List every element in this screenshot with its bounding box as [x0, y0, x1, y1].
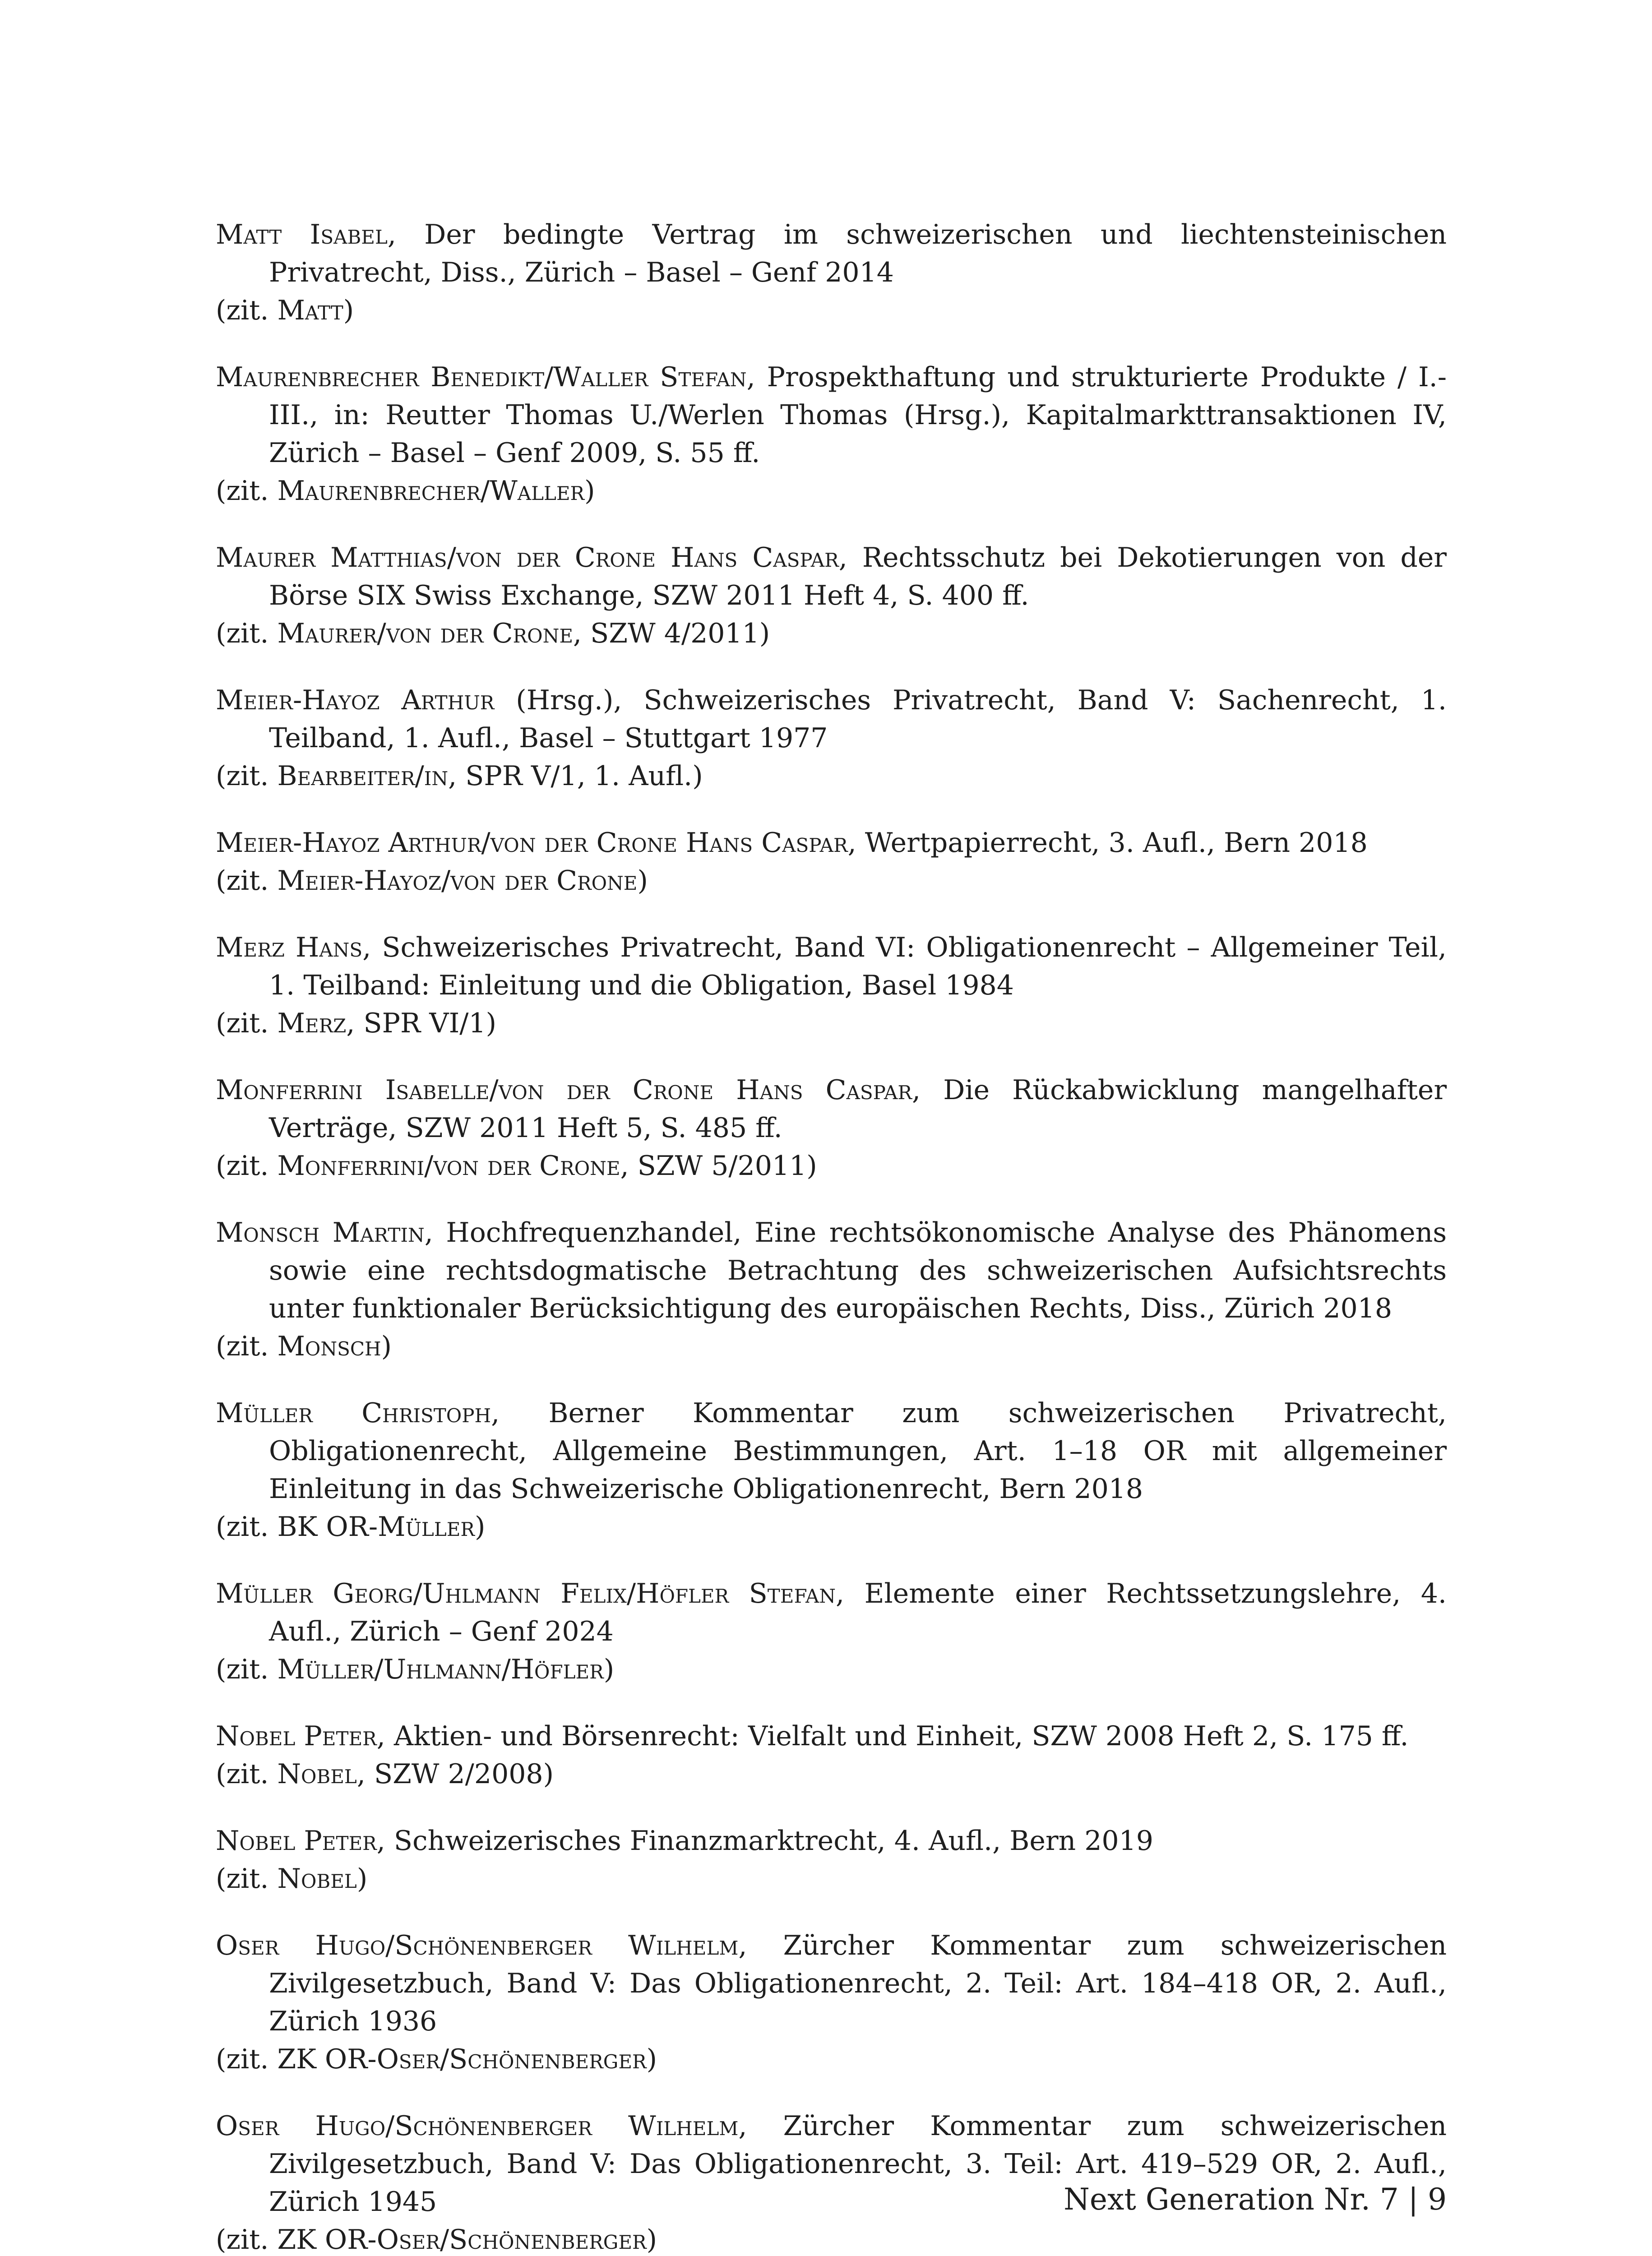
- entry-text: , Der bedingte Vertrag im schweizerischen und liechtensteinischen Privatrecht, Diss., Zürich – Basel – Genf 2014: [269, 219, 1447, 288]
- citation-prefix: (zit.: [216, 1331, 278, 1362]
- bibliography-entry: [216, 1575, 1447, 1688]
- citation-short-name: Monsch: [277, 1331, 381, 1362]
- citation-suffix: ): [646, 2224, 657, 2256]
- citation-prefix: (zit.: [216, 1758, 278, 1790]
- citation-prefix: (zit.: [216, 295, 278, 326]
- citation-prefix: (zit.: [216, 475, 278, 507]
- citation-suffix: , SZW 5/2011): [620, 1150, 817, 1182]
- citation-prefix: (zit.: [216, 1863, 278, 1895]
- page-footer: Next Generation Nr. 7 | 9: [1064, 2182, 1447, 2217]
- entry-text: , Elemente einer Rechtssetzungslehre, 4. Aufl., Zürich – Genf 2024: [269, 1578, 1447, 1647]
- citation-prefix: (zit. BK OR-: [216, 1511, 378, 1543]
- citation-suffix: , SPR VI/1): [346, 1008, 497, 1039]
- citation-prefix: (zit. ZK OR-: [216, 2224, 377, 2256]
- entry-citation: [216, 1147, 1447, 1185]
- bibliography-entry: [216, 1717, 1447, 1793]
- bibliography-entry: [216, 1394, 1447, 1546]
- entry-citation: [216, 2221, 1447, 2256]
- citation-short-name: Oser/Schönenberger: [376, 2224, 647, 2256]
- entry-citation: [216, 862, 1447, 900]
- citation-short-name: Monferrini/von der Crone: [277, 1150, 620, 1182]
- bibliography-entry: [216, 1071, 1447, 1185]
- citation-suffix: ): [475, 1511, 486, 1543]
- entry-citation: [216, 1327, 1447, 1365]
- entry-text: (Hrsg.), Schweizerisches Privatrecht, Band V: Sachenrecht, 1. Teilband, 1. Aufl., Basel – Stuttgart 1977: [269, 684, 1447, 754]
- bibliography-list: [216, 216, 1447, 2256]
- entry-author: Oser Hugo/Schönenberger Wilhelm: [216, 2110, 739, 2142]
- entry-author: Nobel Peter: [216, 1825, 377, 1857]
- bibliography-entry: [216, 358, 1447, 510]
- citation-suffix: ): [603, 1654, 615, 1685]
- entry-text: , Zürcher Kommentar zum schweizerischen Zivilgesetzbuch, Band V: Das Obligationenrecht, 2. Teil: Art. 184–418 OR, 2. Aufl., Zürich 1936: [269, 1930, 1447, 2037]
- citation-prefix: (zit.: [216, 1008, 278, 1039]
- citation-short-name: Maurenbrecher/Waller: [277, 475, 585, 507]
- entry-author: Müller Christoph: [216, 1397, 491, 1429]
- citation-short-name: Oser/Schönenberger: [376, 2043, 647, 2075]
- entry-citation: [216, 1508, 1447, 1546]
- entry-text: , Rechtsschutz bei Dekotierungen von der Börse SIX Swiss Exchange, SZW 2011 Heft 4, S. 400 ff.: [269, 542, 1447, 611]
- citation-short-name: Bearbeiter/in: [277, 760, 449, 792]
- entry-author: Monferrini Isabelle/von der Crone Hans Caspar: [216, 1074, 912, 1106]
- citation-short-name: Nobel: [277, 1863, 357, 1895]
- citation-suffix: ): [646, 2043, 657, 2075]
- entry-author: Oser Hugo/Schönenberger Wilhelm: [216, 1930, 739, 1961]
- entry-text: , Schweizerisches Privatrecht, Band VI: Obligationenrecht – Allgemeiner Teil, 1. Teilband: Einleitung und die Obligation, Basel 1984: [269, 932, 1447, 1001]
- entry-author: Nobel Peter: [216, 1720, 377, 1752]
- entry-text: , Die Rückabwicklung mangelhafter Verträge, SZW 2011 Heft 5, S. 485 ff.: [269, 1074, 1447, 1144]
- entry-citation: [216, 1004, 1447, 1042]
- bibliography-entry: [216, 681, 1447, 795]
- citation-prefix: (zit.: [216, 1654, 278, 1685]
- entry-author: Monsch Martin: [216, 1217, 425, 1248]
- bibliography-entry: [216, 1927, 1447, 2078]
- citation-suffix: ): [343, 295, 354, 326]
- entry-text: , Wertpapierrecht, 3. Aufl., Bern 2018: [847, 827, 1368, 859]
- citation-suffix: ): [584, 475, 595, 507]
- entry-citation: [216, 291, 1447, 329]
- entry-text: , Schweizerisches Finanzmarktrecht, 4. Aufl., Bern 2019: [376, 1825, 1153, 1857]
- entry-citation: [216, 1755, 1447, 1793]
- citation-short-name: Matt: [277, 295, 343, 326]
- citation-short-name: Nobel: [277, 1758, 357, 1790]
- entry-author: Maurer Matthias/von der Crone Hans Caspar: [216, 542, 839, 573]
- citation-prefix: (zit.: [216, 1150, 278, 1182]
- citation-prefix: (zit. ZK OR-: [216, 2043, 377, 2075]
- entry-text: , Hochfrequenzhandel, Eine rechtsökonomische Analyse des Phänomens sowie eine rechtsdogmatische Betrachtung des schweizerischen Aufsichtsrechts unter funktionaler Berücksichtigung des europäischen Rechts, Diss., Zürich 2018: [269, 1217, 1447, 1324]
- entry-citation: [216, 1650, 1447, 1688]
- entry-text: , Prospekthaftung und strukturierte Produkte / I.-III., in: Reutter Thomas U./Werlen Thomas (Hrsg.), Kapitalmarkttransaktionen IV, Zürich – Basel – Genf 2009, S. 55 ff.: [269, 361, 1447, 469]
- entry-author: Merz Hans: [216, 932, 363, 963]
- entry-text: , Aktien- und Börsenrecht: Vielfalt und Einheit, SZW 2008 Heft 2, S. 175 ff.: [376, 1720, 1409, 1752]
- entry-citation: [216, 472, 1447, 510]
- citation-short-name: Maurer/von der Crone: [277, 618, 574, 649]
- citation-suffix: , SZW 2/2008): [356, 1758, 554, 1790]
- bibliography-entry: [216, 824, 1447, 900]
- citation-short-name: Müller: [378, 1511, 475, 1543]
- entry-text: , Zürcher Kommentar zum schweizerischen Zivilgesetzbuch, Band V: Das Obligationenrecht, 3. Teil: Art. 419–529 OR, 2. Aufl., Zürich 1945: [269, 2110, 1447, 2218]
- entry-citation: [216, 757, 1447, 795]
- citation-prefix: (zit.: [216, 760, 278, 792]
- bibliography-entry: [216, 539, 1447, 652]
- citation-suffix: , SPR V/1, 1. Aufl.): [448, 760, 703, 792]
- citation-short-name: Müller/Uhlmann/Höfler: [277, 1654, 604, 1685]
- citation-suffix: ): [637, 865, 648, 897]
- bibliography-entry: [216, 1214, 1447, 1365]
- citation-short-name: Meier-Hayoz/von der Crone: [277, 865, 638, 897]
- citation-suffix: ): [356, 1863, 368, 1895]
- citation-short-name: Merz: [277, 1008, 347, 1039]
- entry-author: Maurenbrecher Benedikt/Waller Stefan: [216, 361, 747, 393]
- entry-author: Meier-Hayoz Arthur: [216, 684, 495, 716]
- entry-author: Matt Isabel: [216, 219, 388, 250]
- bibliography-entry: [216, 1822, 1447, 1898]
- entry-citation: [216, 1860, 1447, 1898]
- entry-text: , Berner Kommentar zum schweizerischen Privatrecht, Obligationenrecht, Allgemeine Bestimmungen, Art. 1–18 OR mit allgemeiner Einleitung in das Schweizerische Obligationenrecht, Bern 2018: [269, 1397, 1447, 1505]
- bibliography-entry: [216, 216, 1447, 329]
- entry-author: Meier-Hayoz Arthur/von der Crone Hans Caspar: [216, 827, 848, 859]
- entry-author: Müller Georg/Uhlmann Felix/Höfler Stefan: [216, 1578, 836, 1609]
- citation-suffix: , SZW 4/2011): [573, 618, 770, 649]
- entry-citation: [216, 615, 1447, 652]
- citation-suffix: ): [381, 1331, 392, 1362]
- entry-citation: [216, 2040, 1447, 2078]
- citation-prefix: (zit.: [216, 865, 278, 897]
- citation-prefix: (zit.: [216, 618, 278, 649]
- bibliography-entry: [216, 929, 1447, 1042]
